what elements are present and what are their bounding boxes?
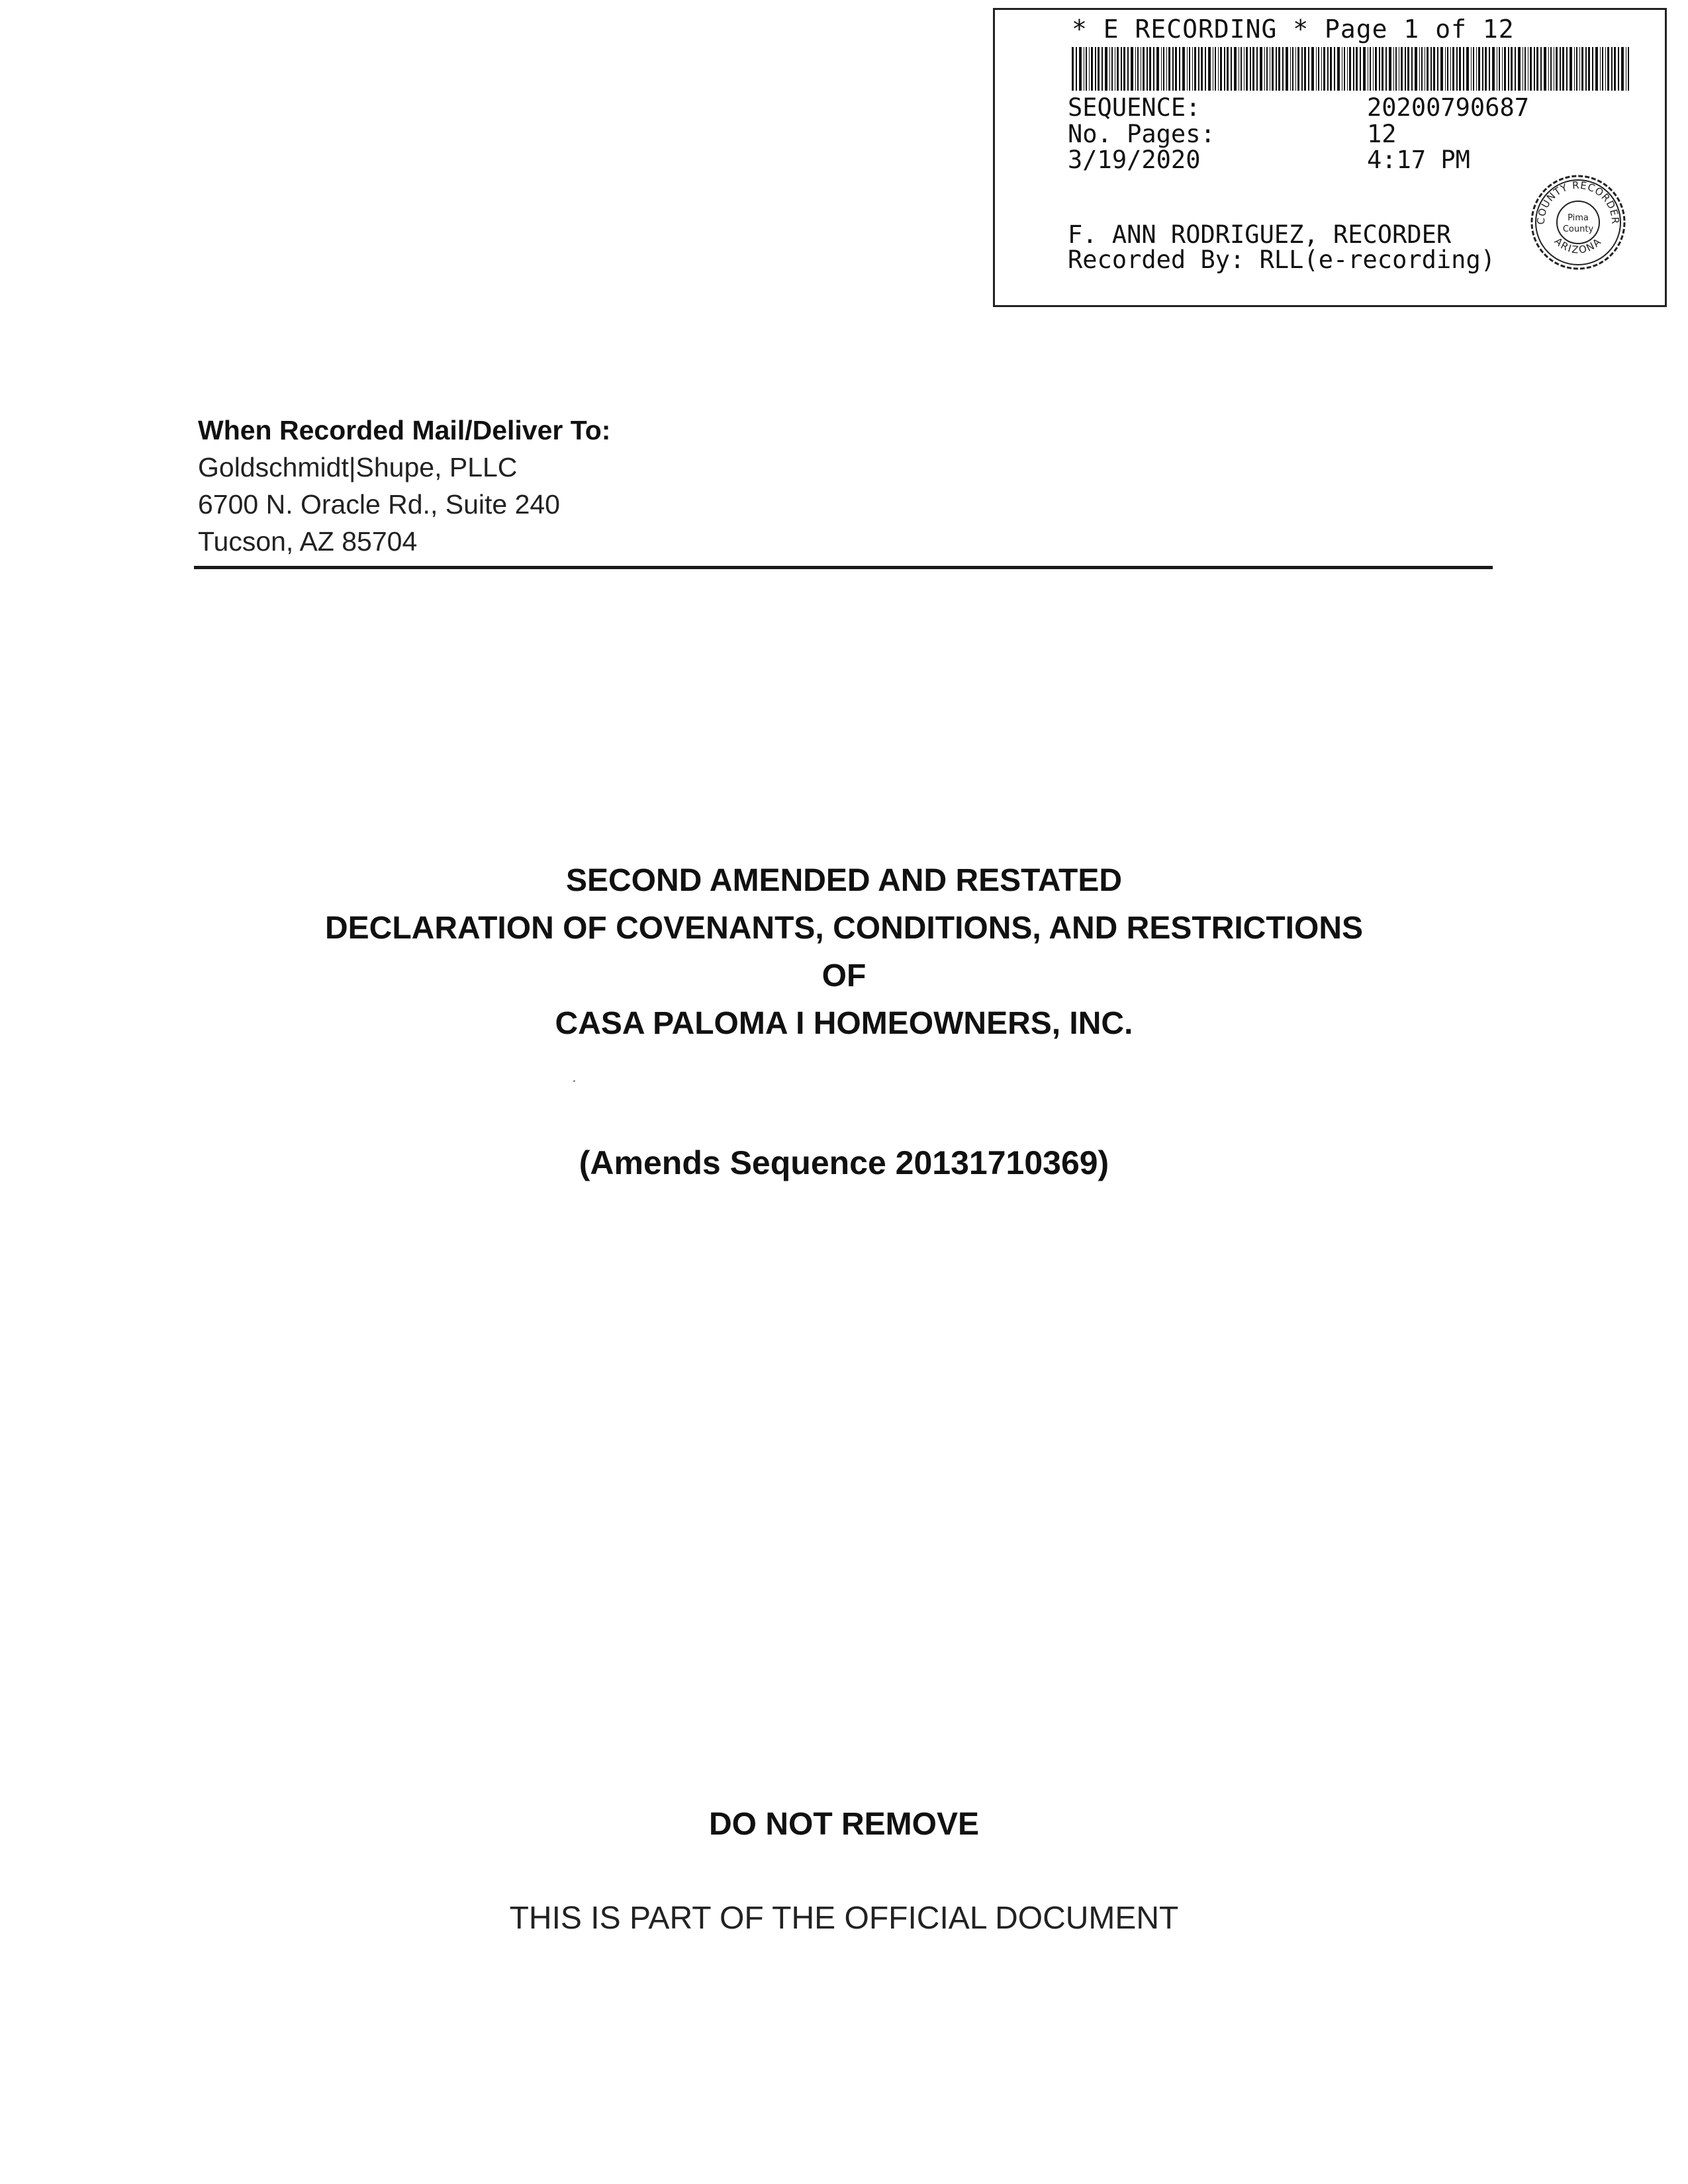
- title-line-3: OF: [821, 958, 867, 993]
- pages-label: No. Pages:: [1068, 120, 1215, 148]
- title-line-4: CASA PALOMA I HOMEOWNERS, INC.: [555, 1006, 1133, 1041]
- date-row: [1068, 147, 1470, 173]
- mail-to-divider: [194, 566, 1493, 569]
- seal-inner-line-1: Pima: [1568, 213, 1589, 223]
- svg-text:ARIZONA: [1552, 235, 1605, 255]
- document-title: [0, 857, 1688, 1048]
- mail-to-heading: When Recorded Mail/Deliver To:: [198, 415, 611, 445]
- mail-to-line-firm: Goldschmidt|Shupe, PLLC: [198, 452, 518, 482]
- recording-time: 4:17 PM: [1367, 146, 1470, 174]
- sequence-value: 20200790687: [1367, 93, 1530, 122]
- seal-inner-line-2: County: [1562, 224, 1594, 234]
- barcode-icon: [1072, 47, 1629, 91]
- recorder-name: F. ANN RODRIGUEZ, RECORDER: [1068, 220, 1452, 249]
- mail-to-line-city: Tucson, AZ 85704: [198, 526, 418, 557]
- county-seal-icon: [1528, 173, 1628, 272]
- pages-row: [1068, 121, 1397, 148]
- mail-to-line-street: 6700 N. Oracle Rd., Suite 240: [198, 489, 560, 520]
- sequence-label: SEQUENCE:: [1068, 93, 1201, 122]
- notice-subtitle: THIS IS PART OF THE OFFICIAL DOCUMENT: [509, 1901, 1179, 1936]
- recording-date: 3/19/2020: [1068, 146, 1201, 174]
- recording-stamp: [993, 8, 1667, 307]
- stamp-header: * E RECORDING * Page 1 of 12: [1072, 15, 1515, 44]
- scan-speck: [573, 1080, 575, 1082]
- seal-bottom-text: ARIZONA: [1552, 235, 1605, 256]
- sequence-row: [1068, 95, 1529, 121]
- notice-title: DO NOT REMOVE: [708, 1807, 980, 1842]
- title-line-1: SECOND AMENDED AND RESTATED: [565, 863, 1123, 898]
- seal-top-text: COUNTY RECORDER: [1534, 179, 1622, 225]
- amends-sequence: (Amends Sequence 20131710369): [579, 1144, 1109, 1181]
- title-line-2: DECLARATION OF COVENANTS, CONDITIONS, AND RESTRICTIONS: [324, 911, 1363, 946]
- mail-to-block: [198, 412, 610, 560]
- recorded-by: Recorded By: RLL(e-recording): [1068, 246, 1496, 274]
- pages-value: 12: [1367, 120, 1397, 148]
